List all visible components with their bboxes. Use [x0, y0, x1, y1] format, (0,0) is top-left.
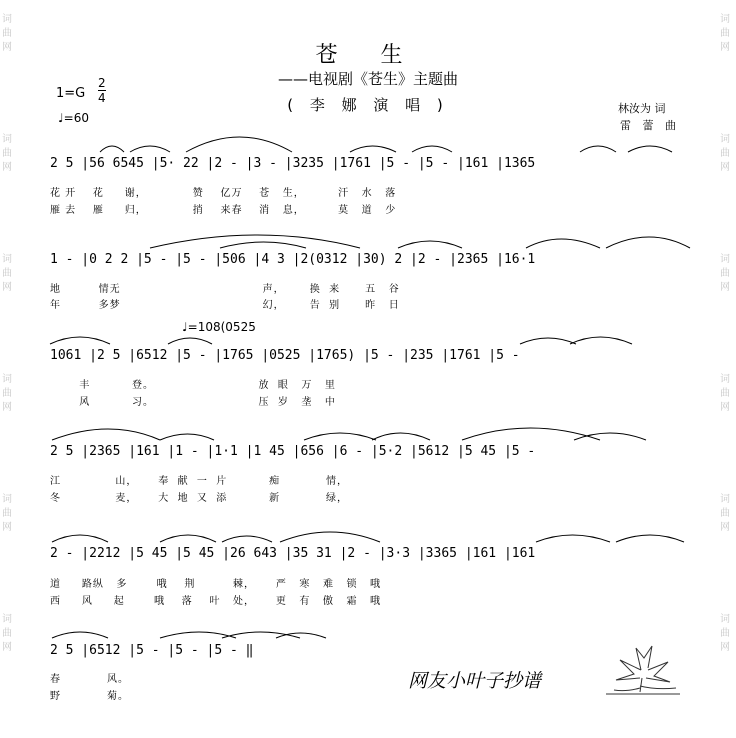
lyric-row-1-verse-1: 花 开 花 谢， 赞 亿万 苍 生， 汗 水 落 — [50, 188, 397, 199]
watermark-char: 词 — [2, 614, 12, 625]
composer-credit: 雷 蕾 曲 — [620, 119, 680, 132]
notation-row-6: 2 5 |6512 |5 - |5 - |5 - ‖ — [50, 643, 254, 658]
watermark-char: 词 — [2, 134, 12, 145]
watermark-char: 网 — [2, 162, 12, 173]
watermark-char: 曲 — [720, 148, 730, 159]
watermark-char: 网 — [720, 522, 730, 533]
song-subtitle: ——电视剧《苍生》主题曲 — [277, 70, 458, 88]
watermark-char: 曲 — [720, 268, 730, 279]
watermark-char: 曲 — [2, 148, 12, 159]
flower-icon — [596, 640, 686, 696]
key-signature: 1=G — [56, 86, 86, 101]
transcriber-credit: 网友小叶子抄谱 — [408, 670, 542, 692]
watermark-char: 曲 — [2, 508, 12, 519]
watermark-char: 网 — [720, 162, 730, 173]
watermark-char: 词 — [2, 374, 12, 385]
lyric-row-4-verse-2: 冬 麦， 大 地 又 添 新 绿， — [50, 493, 349, 504]
lyric-row-2-verse-2: 年 多梦 幻， 告 别 昨 日 — [50, 300, 400, 311]
singer-credit: ( 李 娜 演 唱 ) — [287, 96, 449, 114]
watermark-char: 曲 — [720, 628, 730, 639]
watermark-char: 网 — [2, 42, 12, 53]
watermark-char: 曲 — [2, 268, 12, 279]
watermark-char: 网 — [2, 522, 12, 533]
lyric-row-6-verse-1: 春 风。 — [50, 674, 129, 685]
lyric-row-3-verse-2: 风 习。 压 岁 垄 中 — [50, 397, 336, 408]
watermark-char: 词 — [720, 254, 730, 265]
watermark-char: 词 — [720, 494, 730, 505]
watermark-char: 词 — [720, 134, 730, 145]
lyric-row-2-verse-1: 地 情无 声， 换 来 五 谷 — [50, 284, 400, 295]
time-signature-bottom: 4 — [98, 91, 106, 105]
notation-row-1: 2 5 |56 6545 |5· 22 |2 - |3 - |3235 |1761 |5 - |5 - |161 |1365 — [50, 156, 536, 171]
watermark-char: 词 — [720, 374, 730, 385]
watermark-char: 网 — [2, 402, 12, 413]
watermark-char: 网 — [2, 282, 12, 293]
watermark-char: 词 — [2, 494, 12, 505]
watermark-char: 词 — [2, 14, 12, 25]
watermark-char: 词 — [720, 614, 730, 625]
watermark-char: 曲 — [720, 508, 730, 519]
watermark-char: 网 — [720, 642, 730, 653]
watermark-char: 网 — [720, 282, 730, 293]
lyric-row-6-verse-2: 野 菊。 — [50, 691, 129, 702]
time-signature-top: 2 — [98, 76, 106, 90]
notation-row-5: 2 - |2212 |5 45 |5 45 |26 643 |35 31 |2 - |3·3 |3365 |161 |161 — [50, 546, 536, 561]
watermark-char: 曲 — [2, 388, 12, 399]
lyric-row-5-verse-2: 西 风 起 哦 落 叶 处， 更 有 傲 霜 哦 — [50, 596, 382, 607]
watermark-char: 曲 — [2, 28, 12, 39]
watermark-char: 词 — [2, 254, 12, 265]
lyric-row-1-verse-2: 雁 去 雁 归， 捎 来春 消 息， 莫 道 少 — [50, 205, 397, 216]
watermark-char: 曲 — [720, 28, 730, 39]
watermark-char: 网 — [2, 642, 12, 653]
tempo-change-marking: ♩=108(0525 — [182, 320, 256, 334]
notation-row-3: 1061 |2 5 |6512 |5 - |1765 |0525 |1765) |5 - |235 |1761 |5 - — [50, 348, 520, 363]
watermark-char: 曲 — [2, 628, 12, 639]
lyric-row-4-verse-1: 江 山， 奉 献 一 片 痴 情， — [50, 476, 349, 487]
notation-row-4: 2 5 |2365 |161 |1 - |1·1 |1 45 |656 |6 - |5·2 |5612 |5 45 |5 - — [50, 444, 536, 459]
watermark-char: 曲 — [720, 388, 730, 399]
watermark-char: 网 — [720, 42, 730, 53]
watermark-char: 网 — [720, 402, 730, 413]
song-title: 苍 生 — [315, 43, 421, 68]
lyric-row-5-verse-1: 道 路纵 多 哦 荆 棘， 严 寒 难 锁 哦 — [50, 579, 382, 590]
watermark-char: 词 — [720, 14, 730, 25]
notation-row-2: 1 - |0 2 2 |5 - |5 - |506 |4 3 |2(0312 |30) 2 |2 - |2365 |16·1 — [50, 252, 536, 267]
tempo-marking: ♩=60 — [58, 111, 89, 125]
lyric-row-3-verse-1: 丰 登。 放 眼 万 里 — [50, 380, 336, 391]
lyricist-credit: 林汝为 词 — [618, 102, 666, 115]
